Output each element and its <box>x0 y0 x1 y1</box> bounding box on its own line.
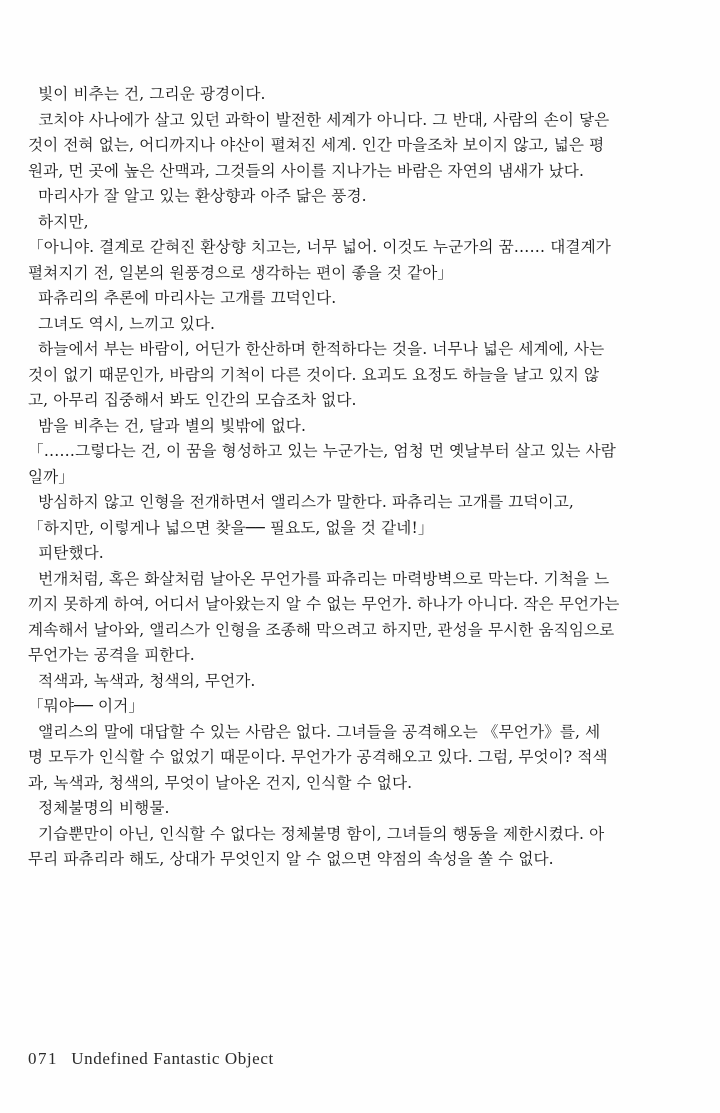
text-line: 번개처럼, 혹은 화살처럼 날아온 무언가를 파츄리는 마력방벽으로 막는다. 기척을 느 <box>28 569 610 588</box>
text-line: 계속해서 날아와, 앨리스가 인형을 조종해 막으려고 하지만, 관성을 무시한 움직임으로 <box>28 620 615 639</box>
page-footer <box>28 1049 274 1069</box>
text-line: 그녀도 역시, 느끼고 있다. <box>28 314 216 333</box>
text-line: 고, 아무리 집중해서 봐도 인간의 모습조차 없다. <box>28 391 357 409</box>
text-line: 마리사가 잘 알고 있는 환상향과 아주 닮은 풍경. <box>28 187 367 205</box>
text-line: 기습뿐만이 아닌, 인식할 수 없다는 정체불명 함이, 그녀들의 행동을 제한시켰다. 아 <box>28 824 605 843</box>
text-line: 무언가는 공격을 피한다. <box>28 646 195 664</box>
text-line: 하지만, <box>28 212 89 231</box>
text-line: 원과, 먼 곳에 높은 산맥과, 그것들의 사이를 지나가는 바람은 자연의 냄새가 났다. <box>28 161 585 180</box>
text-line: 「하지만, 이렇게나 넓으면 찾을── 필요도, 없을 것 같네!」 <box>28 518 434 537</box>
text-line: 「……그렇다는 건, 이 꿈을 형성하고 있는 누군가는, 엄청 먼 옛날부터 살고 있는 사람 <box>28 442 616 460</box>
text-line: 명 모두가 인식할 수 없었기 때문이다. 무언가가 공격해오고 있다. 그럼, 무엇이? 적색 <box>28 748 608 766</box>
book-title: Undefined Fantastic Object <box>71 1049 274 1068</box>
text-line: 것이 없기 때문인가, 바람의 기척이 다른 것이다. 요괴도 요정도 하늘을 날고 있지 않 <box>28 365 600 384</box>
text-line: 펼쳐지기 전, 일본의 원풍경으로 생각하는 편이 좋을 것 같아」 <box>28 263 454 282</box>
text-line: 파츄리의 추론에 마리사는 고개를 끄덕인다. <box>28 289 337 307</box>
page-number: 071 <box>28 1049 58 1068</box>
text-line: 하늘에서 부는 바람이, 어딘가 한산하며 한적하다는 것을. 너무나 넓은 세계에, 사는 <box>28 340 605 358</box>
text-line: 「뭐야── 이거」 <box>28 697 145 715</box>
text-line: 정체불명의 비행물. <box>28 799 170 817</box>
text-line: 빛이 비추는 건, 그리운 광경이다. <box>28 85 266 103</box>
text-line: 피탄했다. <box>28 544 104 562</box>
text-line: 것이 전혀 없는, 어디까지나 야산이 펼쳐진 세계. 인간 마을조차 보이지 않고, 넓은 평 <box>28 136 605 154</box>
text-line: 과, 녹색과, 청색의, 무엇이 날아온 건지, 인식할 수 없다. <box>28 773 413 792</box>
text-line: 끼지 못하게 하여, 어디서 날아왔는지 알 수 없는 무언가. 하나가 아니다. 작은 무언가는 <box>28 595 620 613</box>
text-line: 앨리스의 말에 대답할 수 있는 사람은 없다. 그녀들을 공격해오는 《무언가》를, 세 <box>28 722 601 741</box>
text-line: 밤을 비추는 건, 달과 별의 빛밖에 없다. <box>28 416 307 435</box>
body-text <box>28 82 700 873</box>
text-line: 방심하지 않고 인형을 전개하면서 앨리스가 말한다. 파츄리는 고개를 끄덕이고, <box>28 493 574 511</box>
text-line: 「아니야. 결계로 갇혀진 환상향 치고는, 너무 넓어. 이것도 누군가의 꿈…… 대결계가 <box>28 238 611 256</box>
text-line: 일까」 <box>28 467 75 486</box>
text-line: 적색과, 녹색과, 청색의, 무언가. <box>28 671 256 690</box>
text-line: 무리 파츄리라 해도, 상대가 무엇인지 알 수 없으면 약점의 속성을 쏠 수 없다. <box>28 850 554 868</box>
text-line: 코치야 사나에가 살고 있던 과학이 발전한 세계가 아니다. 그 반대, 사람의 손이 닿은 <box>28 110 610 129</box>
